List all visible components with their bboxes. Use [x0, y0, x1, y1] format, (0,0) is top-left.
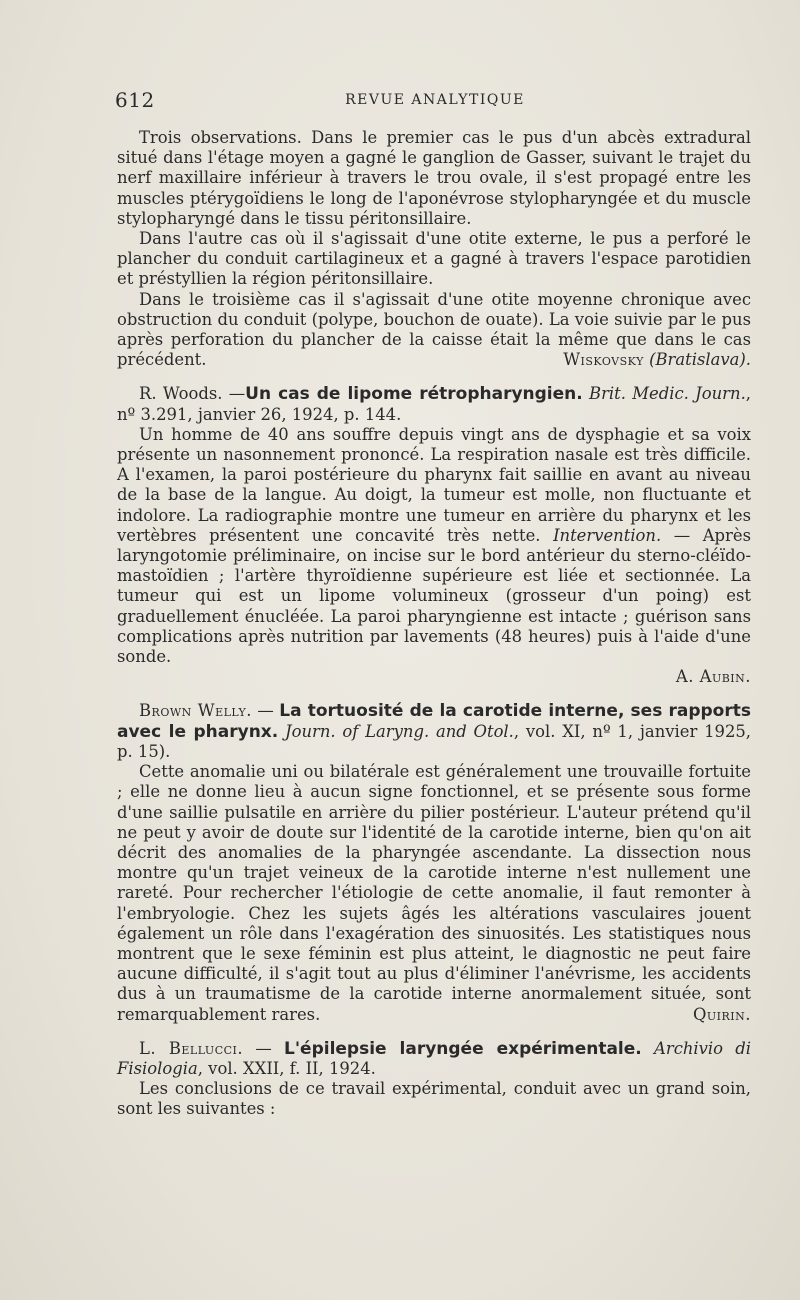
paragraph: Les conclusions de ce travail expérimental, conduit avec un grand soin, sont les suivantes :	[117, 1079, 751, 1119]
paragraph: Trois observations. Dans le premier cas le pus d'un abcès extradural situé dans l'étage moyen a gagné le ganglion de Gasser, suivant le trajet du nerf maxillaire inférieur à travers le trou ovale, il s'est propagé entre les muscles ptérygoïdiens le long de l'aponévrose stylopharyngée et du muscle stylopharyngé dans le tissu péritonsillaire.	[117, 128, 751, 228]
abstract-lipome	[117, 384, 751, 687]
dash: —	[222, 384, 246, 404]
paragraph	[117, 762, 751, 1025]
reference: , vol. XXII, f. II, 1924.	[197, 1058, 376, 1078]
paragraph-text: Dans le troisième cas il s'agissait d'une otite moyenne chronique avec obstruction du conduit (polype, bouchon de ouate). La voie suivie par le pus après perforation du plancher de la caisse était la même que dans le cas précédent.	[117, 289, 751, 370]
author: Brown Welly.	[139, 701, 252, 721]
signature: Quirin.	[692, 1004, 751, 1024]
paragraph-text: Cette anomalie uni ou bilatérale est généralement une trouvaille fortuite ; elle ne donne lieu à aucun signe fonctionnel, et se présente sous forme d'une saillie pulsatile en arrière du pilier postérieur. L'auteur prétend qu'il ne peut y avoir de doute sur l'identité de la carotide interne, bien qu'on ait décrit des anomalies de la pharyngée ascendante. La dissection nous montre qu'un trajet veineux de la carotide interne n'est nullement une rareté. Pour rechercher l'étiologie de cette anomalie, il faut remonter à l'embryologie. Chez les sujets âgés les altérations vasculaires jouent également un rôle dans l'exagération des sinuosités. Les statistiques nous montrent que le sexe féminin est plus atteint, le diagnostic ne peut faire aucune difficulté, il s'agit tout au plus d'éliminer l'anévrisme, les accidents dus à un traumatisme de la carotide interne anormalement située, sont remarquablement rares.	[117, 762, 751, 1024]
signature-name: Wiskovsky	[563, 350, 644, 370]
paragraph-text: — Après laryngotomie préliminaire, on incise sur le bord antérieur du sterno-cléïdo-mastoïdien ; l'artère thyroïdienne supérieure est liée et sectionnée. La tumeur qui est un lipome volumineux (grosseur d'un poing) est graduellement énucléée. La paroi pharyngienne est intacte ; guérison sans complications après nutrition par lavements (48 heures) puis à l'aide d'une sonde.	[117, 525, 751, 667]
journal: Brit. Medic. Journ.	[589, 384, 746, 404]
paragraph: Dans l'autre cas où il s'agissait d'une otite externe, le pus a perforé le plancher du conduit cartilagineux et a gagné à travers l'espace parotidien et préstyllien la région péritonsillaire.	[117, 229, 751, 289]
signature: A. Aubin.	[675, 667, 751, 687]
author: L. Bellucci.	[139, 1038, 244, 1058]
paragraph-text: Un homme de 40 ans souffre depuis vingt ans de dysphagie et sa voix présente un nasonnement prononcé. La respiration nasale est très difficile. A l'examen, la paroi postérieure du pharynx fait saillie en avant au niveau de la base de la langue. Au doigt, la tumeur est molle, non fluctuante et indolore. La radiographie montre une tumeur en arrière du pharynx et les vertèbres présentent une concavité très nette.	[117, 424, 751, 545]
paragraph	[117, 425, 751, 667]
emphasis: Intervention.	[553, 525, 662, 545]
abstract-otitis	[117, 128, 751, 370]
signature-place: (Bratislava).	[649, 350, 751, 370]
citation	[117, 384, 751, 424]
article-title: Un cas de lipome rétropharyngien.	[245, 384, 583, 405]
dash: —	[251, 701, 280, 721]
author: R. Woods.	[139, 384, 223, 404]
citation	[117, 701, 751, 762]
signature	[541, 350, 751, 370]
citation	[117, 1039, 751, 1079]
abstract-carotide	[117, 701, 751, 1024]
journal: Journ. of Laryng. and Otol.	[285, 721, 514, 741]
reference: , nº 3.291, janvier 26, 1924, p. 144.	[117, 384, 751, 424]
paragraph	[117, 290, 751, 371]
page-header	[115, 88, 755, 112]
article-title: La tortuosité de la carotide interne, ses rapports avec le pharynx.	[117, 701, 751, 742]
journal: Archivio di Fisiologia	[117, 1038, 752, 1078]
dash: —	[243, 1038, 284, 1058]
article-content	[117, 128, 751, 1120]
reference: , vol. XI, nº 1, janvier 1925, p. 15).	[117, 721, 752, 761]
page-number: 612	[115, 88, 155, 112]
article-title: L'épilepsie laryngée expérimentale.	[284, 1038, 642, 1059]
running-head: REVUE ANALYTIQUE	[345, 92, 525, 108]
abstract-epilepsie	[117, 1039, 751, 1120]
